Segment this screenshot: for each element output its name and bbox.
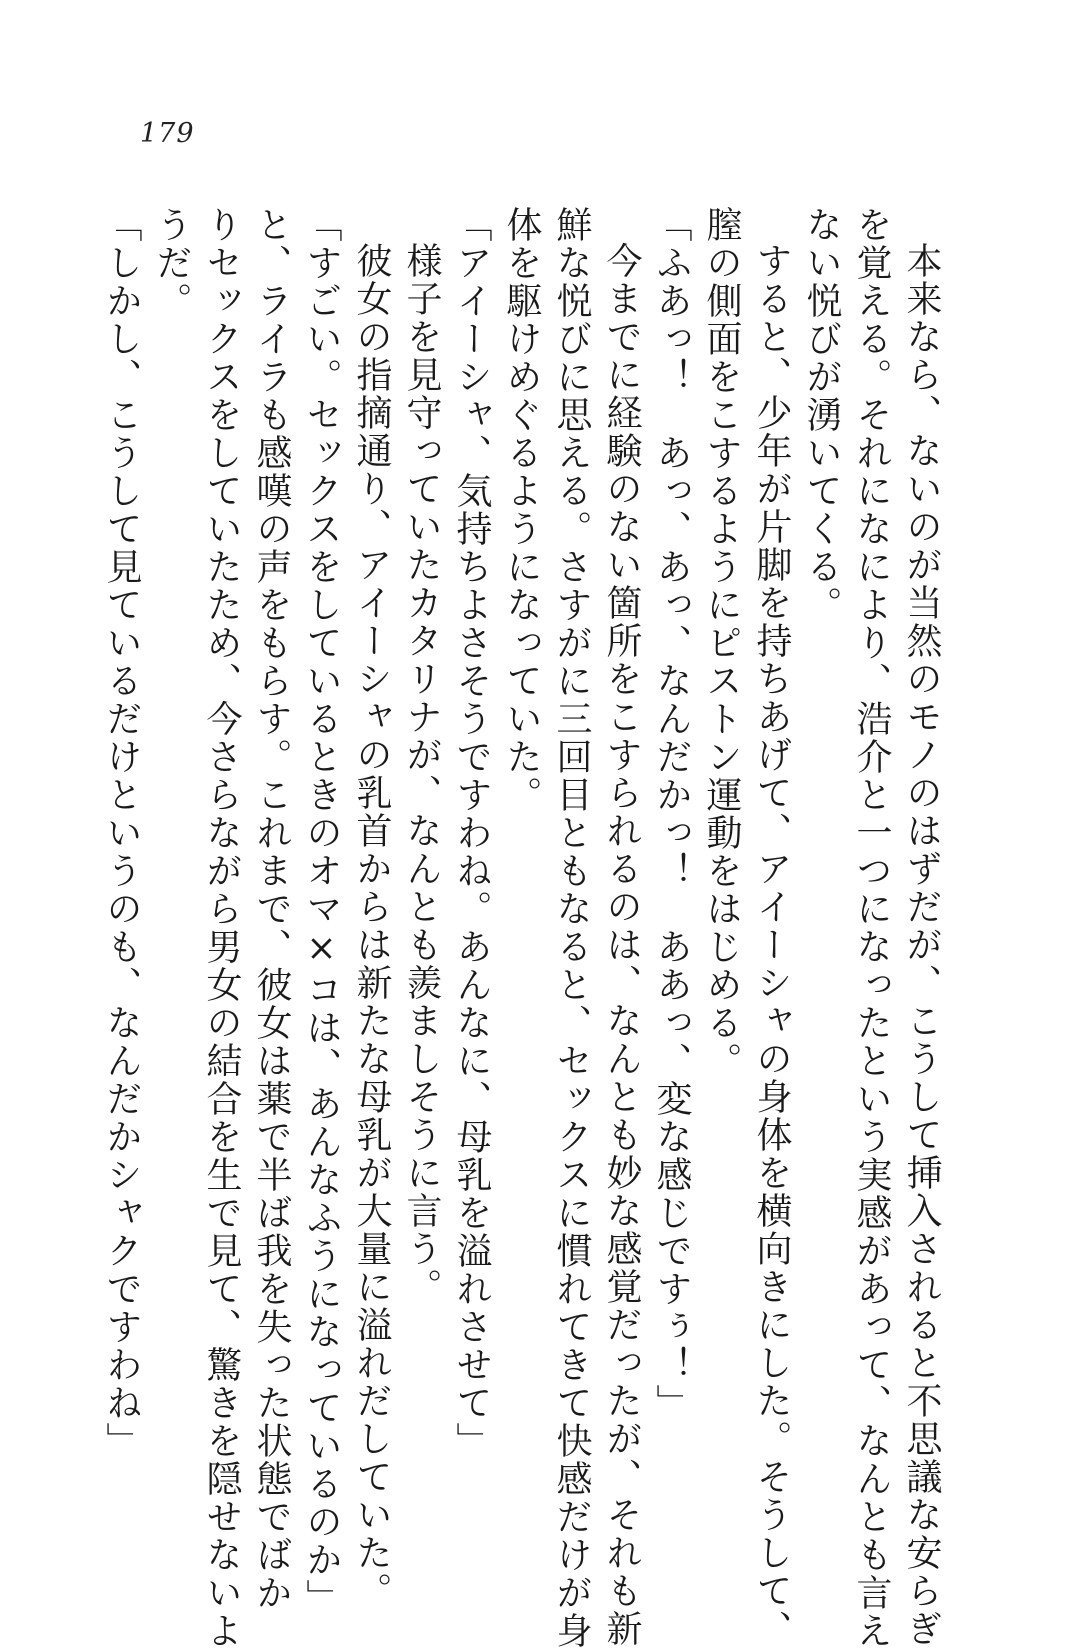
dialogue-column: 「しかし、こうして見ているだけというのも、なんだかシャクですわね」 [101, 206, 142, 1460]
text-column: 彼女の指摘通り、アイーシャの乳首からは新たな母乳が大量に溢れだしていた。 [351, 242, 392, 1610]
vertical-body-text [96, 206, 946, 1650]
text-column: すると、少年が片脚を持ちあげて、アイーシャの身体を横向きにした。そうして、 [751, 242, 792, 1648]
dialogue-column: 「すごい。セックスをしているときのオマ×コは、あんなふうになっているのか」 [301, 206, 342, 1617]
dialogue-column: 「ふあっ！ あっ、あっ、なんだかっ！ ああっ、変な感じですぅ！」 [651, 206, 692, 1422]
text-column: 本来なら、ないのが当然のモノのはずだが、こうして挿入されると不思議な安らぎ [901, 242, 942, 1648]
text-column: りセックスをしていたため、今さらながら男女の結合を生で見て、驚きを隠せないよ [201, 206, 242, 1650]
text-column: 膣の側面をこするようにピストン運動をはじめる。 [701, 206, 742, 1080]
page-number: 179 [140, 118, 195, 149]
text-column: 今までに経験のない箇所をこすられるのは、なんとも妙な感覚だったが、それも新 [601, 242, 642, 1648]
text-column: ない悦びが湧いてくる。 [801, 206, 842, 624]
text-column: 体を駆けめぐるようになっていた。 [501, 206, 542, 814]
text-column: うだ。 [151, 206, 192, 320]
text-column: 鮮な悦びに思える。さすがに三回目ともなると、セックスに慣れてきて快感だけが身 [551, 206, 592, 1650]
text-column: を覚える。それになにより、浩介と一つになったという実感があって、なんとも言え [851, 206, 892, 1650]
text-column: と、ライラも感嘆の声をもらす。これまで、彼女は薬で半ば我を失った状態でばか [251, 206, 292, 1612]
dialogue-column: 「アイーシャ、気持ちよさそうですわね。あんなに、母乳を溢れさせて」 [451, 206, 492, 1460]
text-column: 様子を見守っていたカタリナが、なんとも羨ましそうに言う。 [401, 242, 442, 1306]
